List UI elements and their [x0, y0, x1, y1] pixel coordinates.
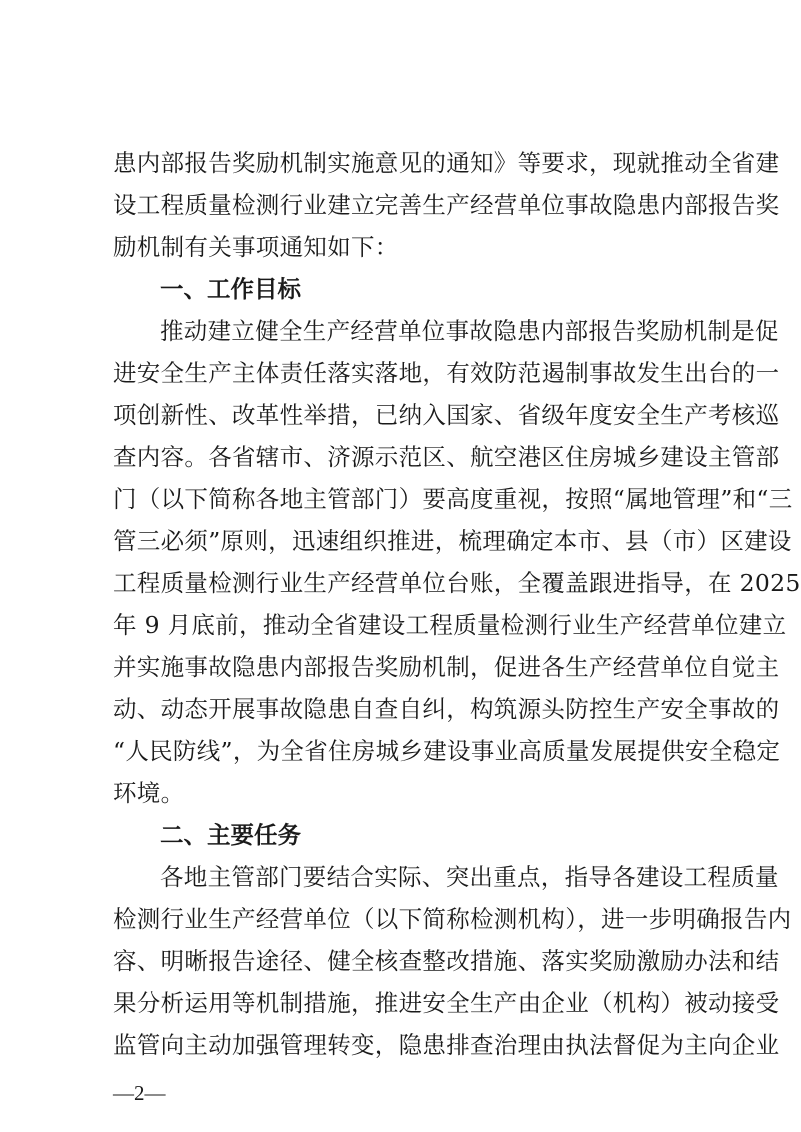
paragraph-goals-line-4: 查内容。各省辖市、济源示范区、航空港区住房城乡建设主管部	[113, 443, 780, 471]
paragraph-tasks-line-2: 检测行业生产经营单位（以下简称检测机构），进一步明确报告内	[113, 905, 792, 933]
paragraph-goals-line-9: 并实施事故隐患内部报告奖励机制，促进各生产经营单位自觉主	[113, 653, 780, 681]
paragraph-goals-line-1: 推动建立健全生产经营单位事故隐患内部报告奖励机制是促	[160, 317, 779, 345]
paragraph-goals-line-12: 环境。	[113, 779, 185, 807]
paragraph-tasks-line-1: 各地主管部门要结合实际、突出重点，指导各建设工程质量	[160, 863, 779, 891]
paragraph-goals-line-8: 年 9 月底前，推动全省建设工程质量检测行业生产经营单位建立	[113, 611, 787, 639]
paragraph-goals-line-11: “人民防线”，为全省住房城乡建设事业高质量发展提供安全稳定	[113, 737, 781, 765]
paragraph-tasks-line-5: 监管向主动加强管理转变，隐患排查治理由执法督促为主向企业	[113, 1031, 780, 1059]
paragraph-goals-line-6: 管三必须”原则，迅速组织推进，梳理确定本市、县（市）区建设	[113, 527, 792, 555]
paragraph-tasks-line-4: 果分析运用等机制措施，推进安全生产由企业（机构）被动接受	[113, 989, 780, 1017]
paragraph-goals-line-7: 工程质量检测行业生产经营单位台账，全覆盖跟进指导，在 2025	[113, 569, 801, 597]
paragraph-intro-line-3: 励机制有关事项通知如下：	[113, 233, 399, 261]
paragraph-goals-line-3: 项创新性、改革性举措，已纳入国家、省级年度安全生产考核巡	[113, 401, 780, 429]
page-number: —2—	[113, 1081, 166, 1105]
paragraph-goals-line-2: 进安全生产主体责任落实落地，有效防范遏制事故发生出台的一	[113, 359, 780, 387]
section-heading-work-goals: 一、工作目标	[160, 275, 301, 303]
paragraph-goals-line-5: 门（以下简称各地主管部门）要高度重视，按照“属地管理”和“三	[113, 485, 793, 513]
section-heading-main-tasks: 二、主要任务	[160, 821, 301, 849]
paragraph-intro-line-2: 设工程质量检测行业建立完善生产经营单位事故隐患内部报告奖	[113, 191, 780, 219]
paragraph-goals-line-10: 动、动态开展事故隐患自查自纠，构筑源头防控生产安全事故的	[113, 695, 780, 723]
paragraph-tasks-line-3: 容、明晰报告途径、健全核查整改措施、落实奖励激励办法和结	[113, 947, 780, 975]
paragraph-intro-line-1: 患内部报告奖励机制实施意见的通知》等要求，现就推动全省建	[113, 149, 780, 177]
